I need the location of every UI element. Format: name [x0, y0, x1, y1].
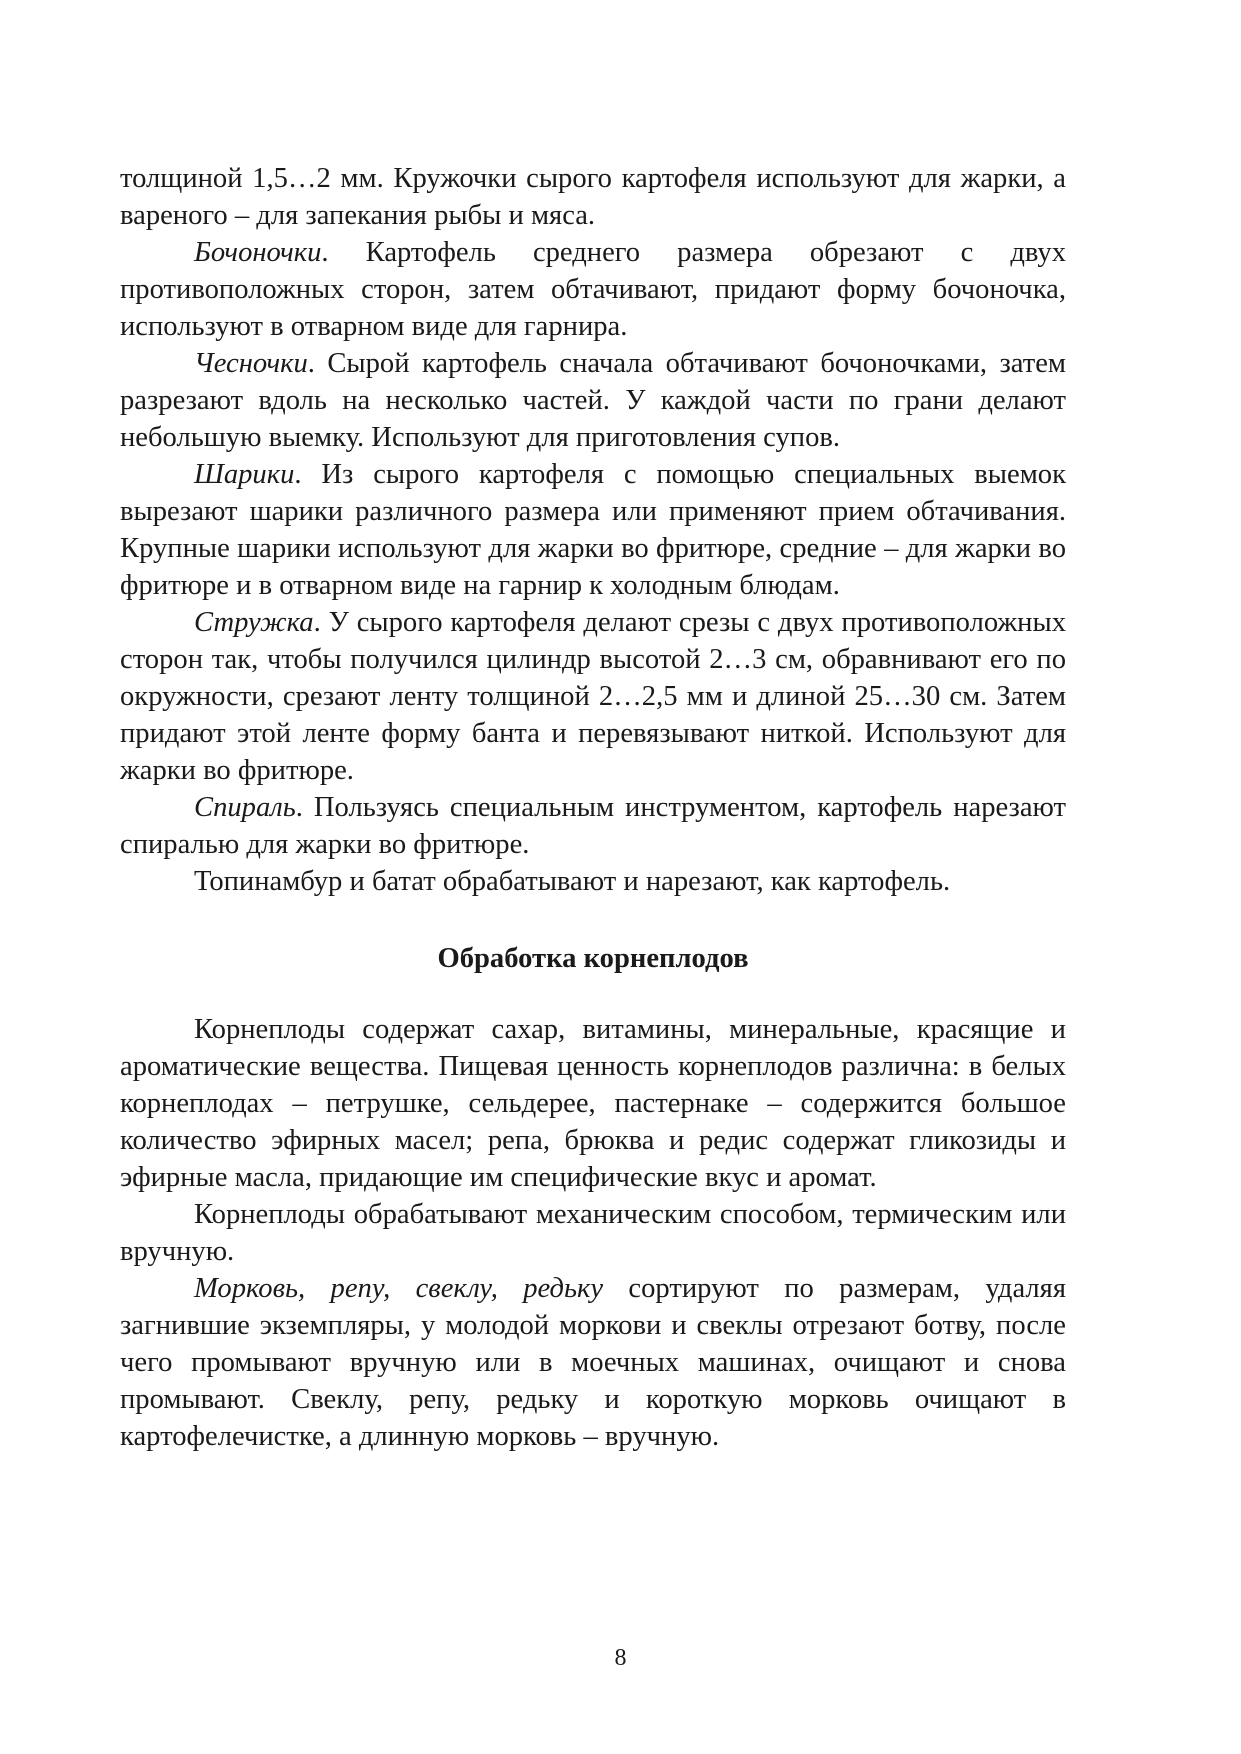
section-heading: Обработка корнеплодов — [437, 943, 749, 974]
term-bochonochki: Бочоночки — [194, 237, 322, 268]
paragraph-continuation: толщиной 1,5…2 мм. Кружочки сырого картофеля используют для жарки, а вареного – для запекания рыбы и мяса. — [120, 163, 1066, 231]
page-number: 8 — [614, 1645, 627, 1671]
paragraph-shariki — [120, 456, 1066, 604]
term-struzhka: Стружка — [194, 607, 314, 638]
paragraph-struzhka — [120, 604, 1066, 789]
paragraph-text: . Картофель среднего размера обрезают с двух противоположных сторон, затем обтачивают, придают форму бочоночка, используют в отварном виде для гарнира. — [120, 237, 1066, 342]
paragraph-text: сортируют по размерам, удаляя загнившие экземпляры, у молодой моркови и свеклы отрезают ботву, после чего промывают вручную или в моечных машинах, очищают и снова промывают. Свеклу, репу, редьку и короткую морковь очищают в картофелечистке, а длинную морковь – вручную. — [120, 1273, 1066, 1452]
paragraph-spiral — [120, 789, 1066, 863]
paragraph-root-vegetables-composition: Корнеплоды содержат сахар, витамины, минеральные, красящие и ароматические вещества. Пищевая ценность корнеплодов различна: в белых корнеплодах – петрушке, сельдерее, пастернаке – содержится большое количество эфирных масел; репа, брюква и редис содержат гликозиды и эфирные масла, придающие им специфические вкус и аромат. — [120, 1014, 1066, 1193]
paragraph-carrots-beets — [120, 1270, 1066, 1455]
term-carrots-beets: Морковь, репу, свеклу, редьку — [194, 1273, 604, 1304]
term-chesnochki: Чесночки — [194, 348, 308, 379]
paragraph-text: . У сырого картофеля делают срезы с двух противоположных сторон так, чтобы получился цилиндр высотой 2…3 см, обравнивают его по окружности, срезают ленту толщиной 2…2,5 мм и длиной 25…30 см. Затем придают этой ленте форму банта и перевязывают ниткой. Используют для жарки во фритюре. — [120, 607, 1066, 786]
paragraph-text: . Из сырого картофеля с помощью специальных выемок вырезают шарики различного размера или применяют прием обтачивания. Крупные шарики используют для жарки во фритюре, средние – для жарки во фритюре и в отварном виде на гарнир к холодным блюдам. — [120, 459, 1066, 601]
page-body — [120, 160, 1066, 1455]
term-shariki: Шарики — [194, 459, 295, 490]
paragraph-text: . Сырой картофель сначала обтачивают бочоночками, затем разрезают вдоль на несколько частей. У каждой части по грани делают небольшую выемку. Используют для приготовления супов. — [120, 348, 1066, 453]
paragraph-processing-methods: Корнеплоды обрабатывают механическим способом, термическим или вручную. — [120, 1199, 1066, 1267]
paragraph-bochonochki — [120, 234, 1066, 345]
paragraph-text: . Пользуясь специальным инструментом, картофель нарезают спиралью для жарки во фритюре. — [120, 792, 1066, 860]
term-spiral: Спираль — [194, 792, 296, 823]
paragraph-chesnochki — [120, 345, 1066, 456]
paragraph-topinambur: Топинамбур и батат обрабатывают и нарезают, как картофель. — [194, 866, 951, 897]
